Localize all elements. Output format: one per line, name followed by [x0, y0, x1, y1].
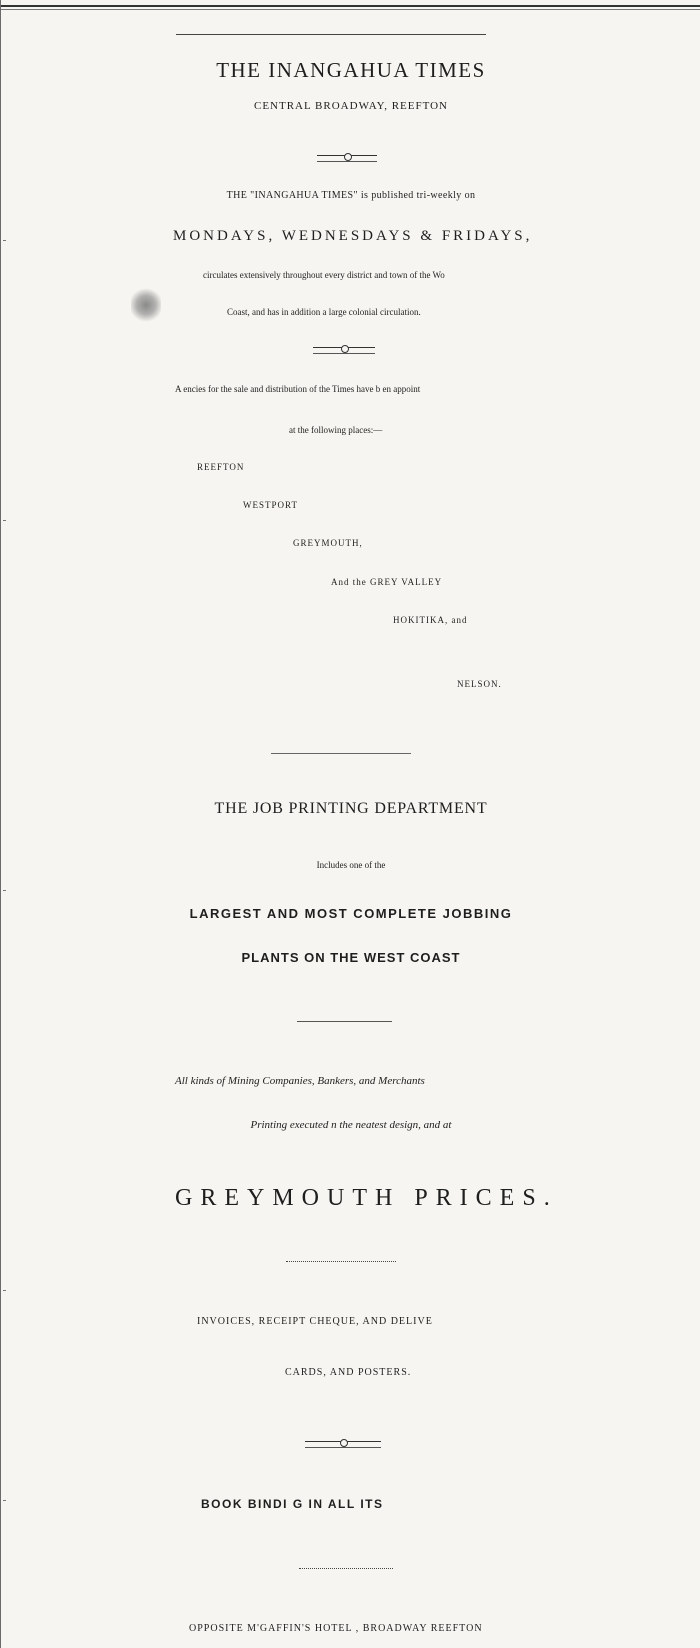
- job-printing-includes: Includes one of the: [316, 860, 386, 870]
- place-hokitika: HOKITIKA, and: [393, 615, 468, 625]
- margin-mark: [3, 1500, 6, 1501]
- intro-line-4: Coast, and has in addition a large colonial circulation.: [227, 307, 421, 317]
- top-border-rule-thin: [1, 9, 700, 10]
- section-rule: [297, 1021, 392, 1022]
- section-rule: [271, 753, 411, 754]
- job-printing-line-2: PLANTS ON THE WEST COAST: [241, 950, 461, 965]
- ornament-divider: [313, 347, 375, 354]
- top-border-rule: [1, 5, 700, 7]
- masthead-title: THE INANGAHUA TIMES: [216, 58, 486, 82]
- mining-line-1: All kinds of Mining Companies, Bankers, and Merchants: [175, 1075, 425, 1087]
- masthead-address: CENTRAL BROADWAY, REEFTON: [254, 100, 448, 112]
- agencies-line-1: A encies for the sale and distribution of the Times have b en appoint: [175, 384, 421, 394]
- wavy-divider: [286, 1261, 396, 1264]
- margin-mark: [3, 520, 6, 521]
- mining-line-2: Printing executed n the neatest design, and at: [250, 1119, 452, 1131]
- invoices-line-1: INVOICES, RECEIPT CHEQUE, AND DELIVE: [197, 1316, 433, 1327]
- place-greymouth: GREYMOUTH,: [293, 538, 363, 548]
- wavy-divider: [299, 1568, 393, 1571]
- ornament-divider: [305, 1441, 381, 1448]
- invoices-line-2: CARDS, AND POSTERS.: [285, 1367, 412, 1378]
- ornament-divider: [317, 155, 377, 162]
- job-printing-heading: THE JOB PRINTING DEPARTMENT: [214, 800, 488, 817]
- binding-line-1: BOOK BINDI G IN ALL ITS: [201, 1497, 384, 1511]
- place-nelson: NELSON.: [457, 679, 502, 689]
- place-grey-valley: And the GREY VALLEY: [331, 577, 443, 587]
- margin-mark: [3, 890, 6, 891]
- greymouth-prices: GREYMOUTH PRICES.: [175, 1185, 558, 1211]
- intro-line-1: THE "INANGAHUA TIMES" is published tri-weekly on: [226, 190, 476, 201]
- margin-mark: [3, 1290, 6, 1291]
- job-printing-line-1: LARGEST AND MOST COMPLETE JOBBING: [189, 906, 513, 921]
- place-westport: WESTPORT: [243, 500, 298, 510]
- place-reefton: REEFTON: [197, 462, 245, 472]
- header-rule: [176, 34, 486, 35]
- footer-address: OPPOSITE M'GAFFIN'S HOTEL , BROADWAY REEFTON: [189, 1623, 483, 1634]
- intro-line-3: circulates extensively throughout every district and town of the Wo: [203, 270, 445, 280]
- agencies-line-2: at the following places:—: [289, 425, 383, 435]
- publication-days: MONDAYS, WEDNESDAYS & FRIDAYS,: [173, 228, 533, 244]
- margin-mark: [3, 240, 6, 241]
- ink-blot: [131, 287, 161, 323]
